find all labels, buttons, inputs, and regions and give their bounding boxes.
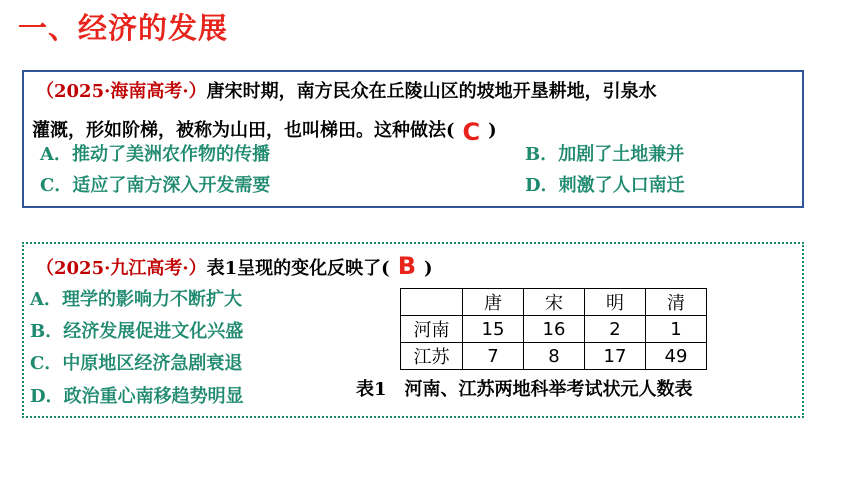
q2-stem-line (36, 254, 433, 281)
q1-stem-text-2: 灌溉，形如阶梯，被称为山田，也叫梯田。这种做法( (32, 120, 455, 141)
table-header-cell: 唐 (463, 289, 524, 316)
q1-option-c: C．适应了南方深入开发需要 (40, 175, 271, 196)
q2-stem-close: ) (423, 258, 433, 279)
q1-option-a: A．推动了美洲农作物的传播 (40, 144, 270, 165)
table-row (401, 343, 707, 370)
q1-stem-close: ) (488, 120, 497, 141)
table-cell: 1 (646, 316, 707, 343)
q1-option-b: B．加剧了土地兼并 (525, 144, 685, 165)
q2-option-c: C．中原地区经济急剧衰退 (30, 353, 243, 374)
q2-option-b: B．经济发展促进文化兴盛 (30, 321, 244, 342)
table-header-cell: 明 (585, 289, 646, 316)
table-header-cell: 宋 (524, 289, 585, 316)
q1-stem-line-1 (36, 80, 657, 104)
q1-stem-text-1: 唐宋时期，南方民众在丘陵山区的坡地开垦耕地，引泉水 (206, 81, 657, 102)
table-cell: 49 (646, 343, 707, 370)
exam-champions-table (400, 288, 707, 370)
table-cell: 7 (463, 343, 524, 370)
table-cell: 8 (524, 343, 585, 370)
q2-source: （2025·九江高考·） (36, 258, 207, 279)
table-cell: 15 (463, 316, 524, 343)
table-caption: 表1 河南、江苏两地科举考试状元人数表 (356, 379, 693, 400)
q2-option-d: D．政治重心南移趋势明显 (30, 386, 244, 407)
q2-option-a: A．理学的影响力不断扩大 (30, 289, 242, 310)
q1-stem-line-2 (32, 116, 497, 146)
table-cell: 河南 (401, 316, 463, 343)
table-header-cell: 清 (646, 289, 707, 316)
table-header-cell (401, 289, 463, 316)
table-cell: 17 (585, 343, 646, 370)
q1-answer: C (462, 118, 481, 146)
q2-stem-text: 表1呈现的变化反映了( (206, 258, 390, 279)
table-cell: 16 (524, 316, 585, 343)
table-row (401, 316, 707, 343)
table-cell: 2 (585, 316, 646, 343)
table-cell: 江苏 (401, 343, 463, 370)
page-title: 一、经济的发展 (18, 11, 229, 45)
q2-answer: B (397, 252, 416, 280)
q1-option-d: D．刺激了人口南迁 (525, 175, 685, 196)
q1-source: （2025·海南高考·） (36, 81, 207, 102)
table-header-row (401, 289, 707, 316)
